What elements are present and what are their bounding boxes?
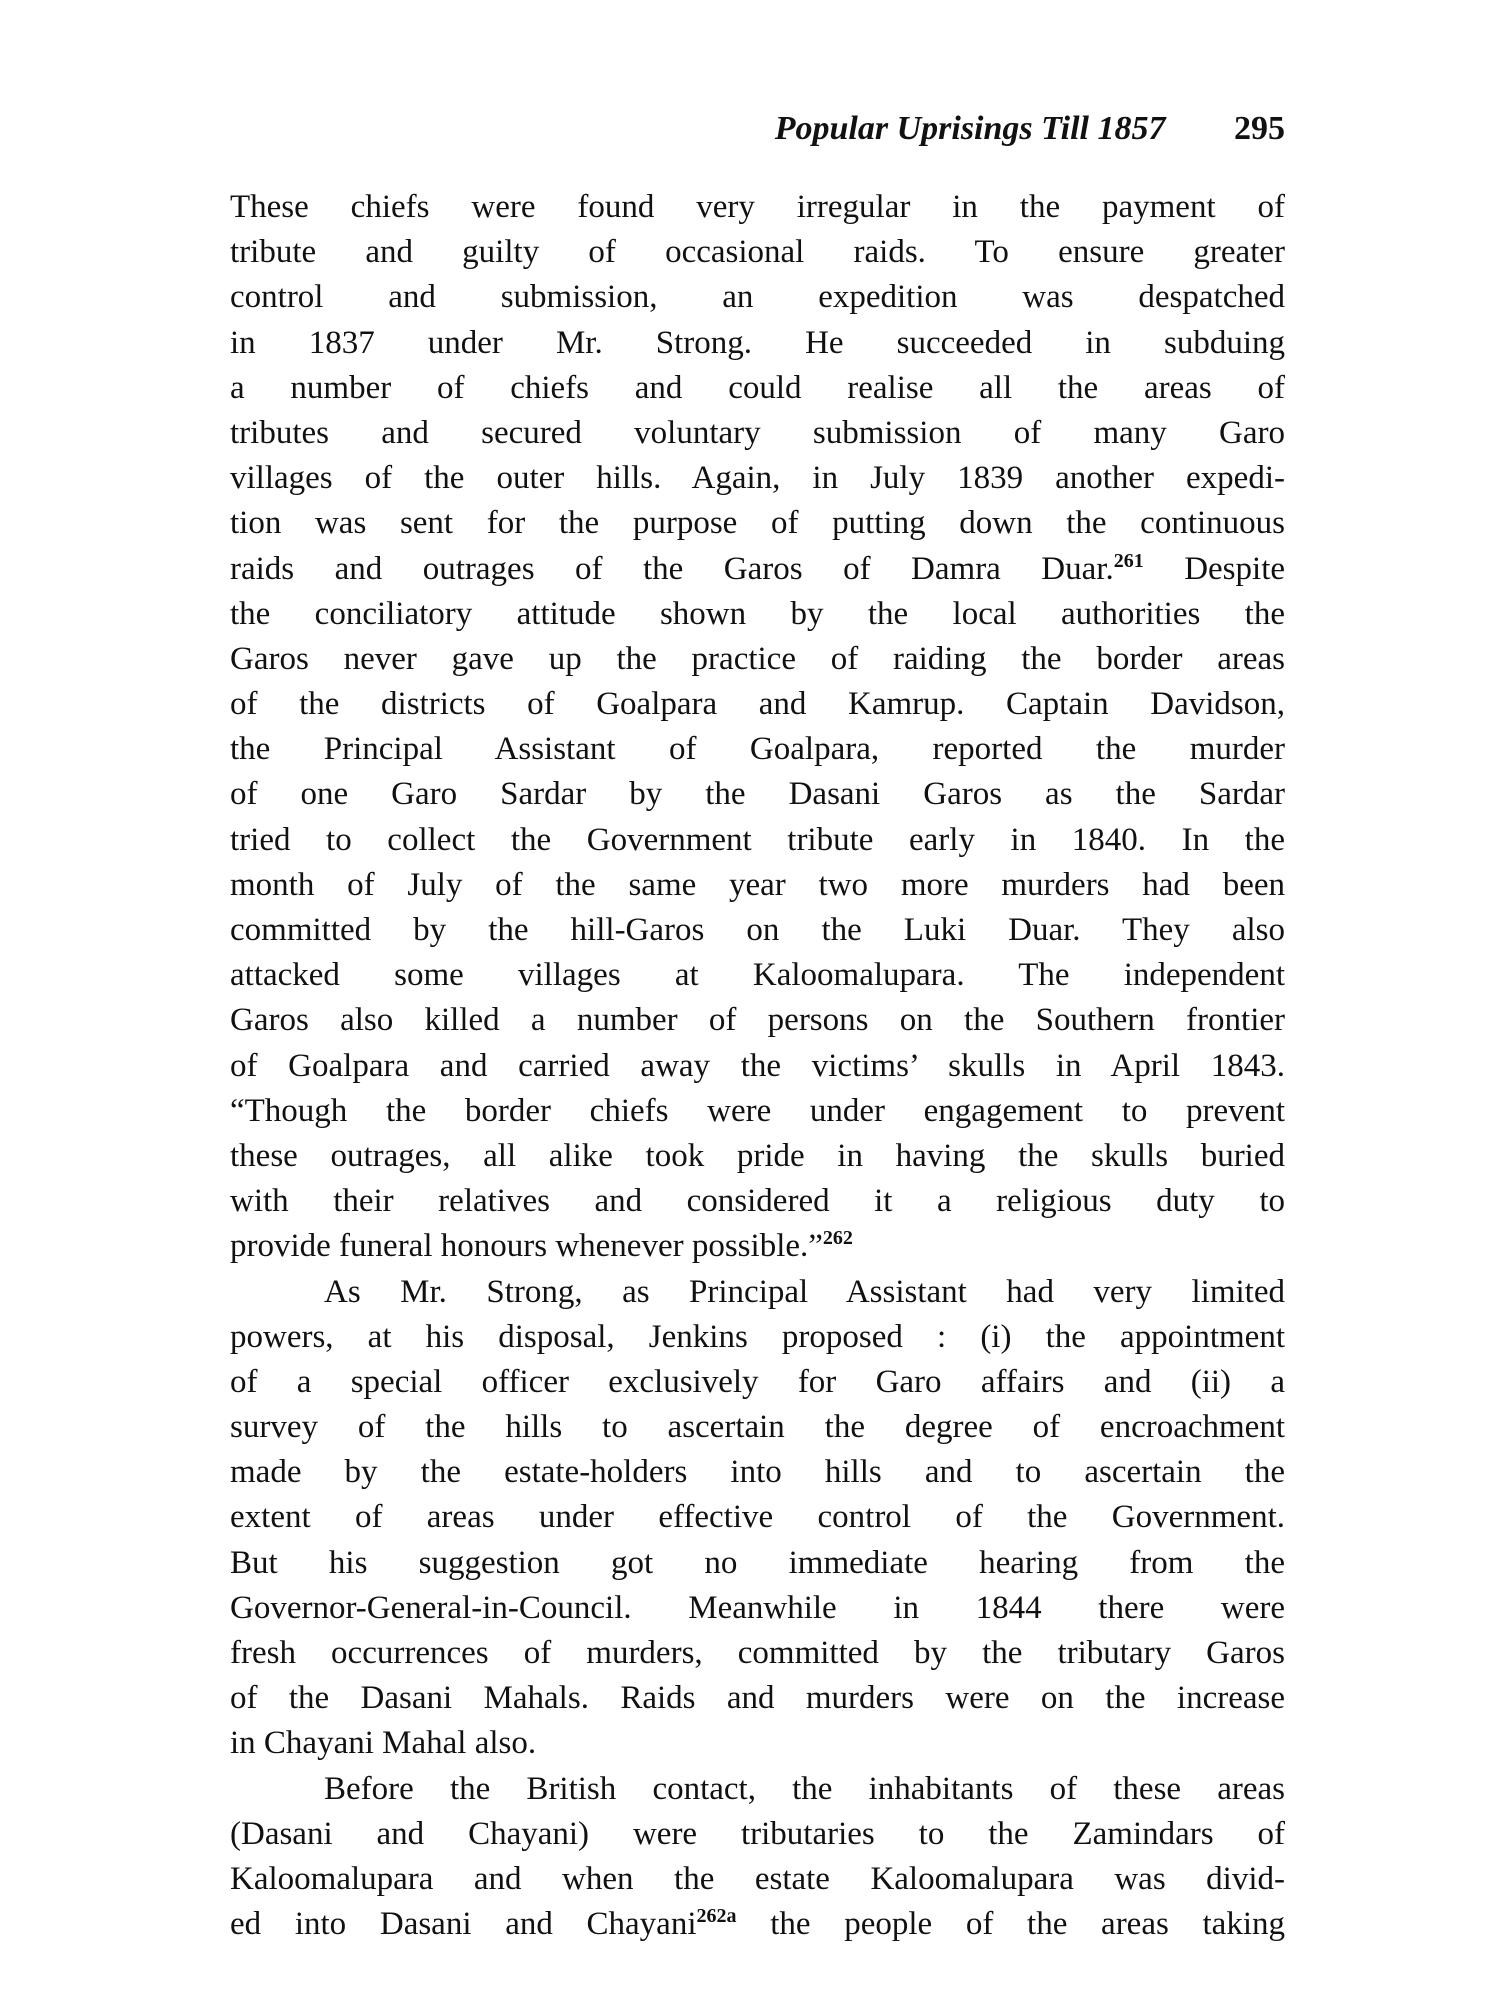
text-line: the Principal Assistant of Goalpara, reported the murder — [230, 731, 1285, 768]
line-text: provide funeral honours whenever possible.” — [230, 1228, 823, 1265]
text-line: fresh occurrences of murders, committed by the tributary Garos — [230, 1635, 1285, 1671]
text-line: in 1837 under Mr. Strong. He succeeded in subduing — [230, 324, 1285, 361]
paragraph-start-line: As Mr. Strong, as Principal Assistant had very limited — [324, 1273, 1285, 1310]
text-line: But his suggestion got no immediate hearing from the — [230, 1544, 1285, 1581]
text-line — [230, 1902, 1285, 1947]
text-line: Kaloomalupara and when the estate Kaloomalupara was divid- — [230, 1860, 1285, 1897]
text-line: with their relatives and considered it a religious duty to — [230, 1183, 1285, 1220]
text-line: Governor-General-in-Council. Meanwhile in 1844 there were — [230, 1589, 1285, 1626]
text-line: These chiefs were found very irregular in the payment of — [230, 189, 1285, 225]
text-line — [230, 1224, 1285, 1269]
text-line: extent of areas under effective control of the Government. — [230, 1499, 1285, 1536]
text-line: Garos also killed a number of persons on the Southern frontier — [230, 1002, 1285, 1039]
text-line: month of July of the same year two more murders had been — [230, 866, 1285, 903]
text-line: survey of the hills to ascertain the degree of encroachment — [230, 1409, 1285, 1446]
text-line: in Chayani Mahal also. — [230, 1725, 537, 1762]
text-line: tributes and secured voluntary submission of many Garo — [230, 414, 1285, 451]
text-line — [230, 547, 1285, 592]
text-line: villages of the outer hills. Again, in July 1839 another expedi- — [230, 460, 1285, 497]
footnote-ref-261: 261 — [1113, 549, 1144, 572]
footnote-ref-262a: 262a — [696, 1905, 737, 1928]
page-number: 295 — [1234, 110, 1285, 147]
text-line: these outrages, all alike took pride in having the skulls buried — [230, 1137, 1285, 1174]
line-text: ed into Dasani and Chayani — [230, 1906, 697, 1943]
text-line: (Dasani and Chayani) were tributaries to the Zamindars of — [230, 1815, 1285, 1852]
text-line: tion was sent for the purpose of putting down the continuous — [230, 505, 1285, 542]
running-head — [230, 104, 1285, 154]
text-line: of a special officer exclusively for Garo affairs and (ii) a — [230, 1363, 1285, 1400]
body-text — [230, 185, 1285, 1947]
text-line: powers, at his disposal, Jenkins proposed : (i) the appointment — [230, 1318, 1285, 1355]
text-line: of one Garo Sardar by the Dasani Garos as the Sardar — [230, 776, 1285, 813]
book-title: Popular Uprisings Till 1857 — [774, 110, 1166, 147]
footnote-ref-262: 262 — [822, 1227, 853, 1250]
text-line: attacked some villages at Kaloomalupara. The independent — [230, 957, 1285, 994]
text-line: committed by the hill-Garos on the Luki Duar. They also — [230, 912, 1285, 948]
text-line: control and submission, an expedition was despatched — [230, 279, 1285, 316]
text-line: tribute and guilty of occasional raids. To ensure greater — [230, 234, 1285, 271]
text-line: made by the estate-holders into hills and to ascertain the — [230, 1454, 1285, 1491]
text-line: a number of chiefs and could realise all the areas of — [230, 369, 1285, 406]
text-line: of the districts of Goalpara and Kamrup. Captain Davidson, — [230, 686, 1285, 723]
line-text: Despite — [1184, 550, 1286, 587]
line-text: the people of the areas taking — [736, 1906, 1285, 1943]
text-line: of the Dasani Mahals. Raids and murders were on the increase — [230, 1680, 1285, 1717]
text-line: tried to collect the Government tribute early in 1840. In the — [230, 821, 1285, 858]
text-line: Garos never gave up the practice of raiding the border areas — [230, 640, 1285, 677]
text-line: the conciliatory attitude shown by the local authorities the — [230, 595, 1285, 632]
paragraph-start-line: Before the British contact, the inhabitants of these areas — [324, 1770, 1285, 1807]
line-text: raids and outrages of the Garos of Damra Duar. — [230, 550, 1114, 587]
text-line: of Goalpara and carried away the victims’ skulls in April 1843. — [230, 1047, 1285, 1084]
text-line: “Though the border chiefs were under engagement to prevent — [230, 1092, 1285, 1129]
